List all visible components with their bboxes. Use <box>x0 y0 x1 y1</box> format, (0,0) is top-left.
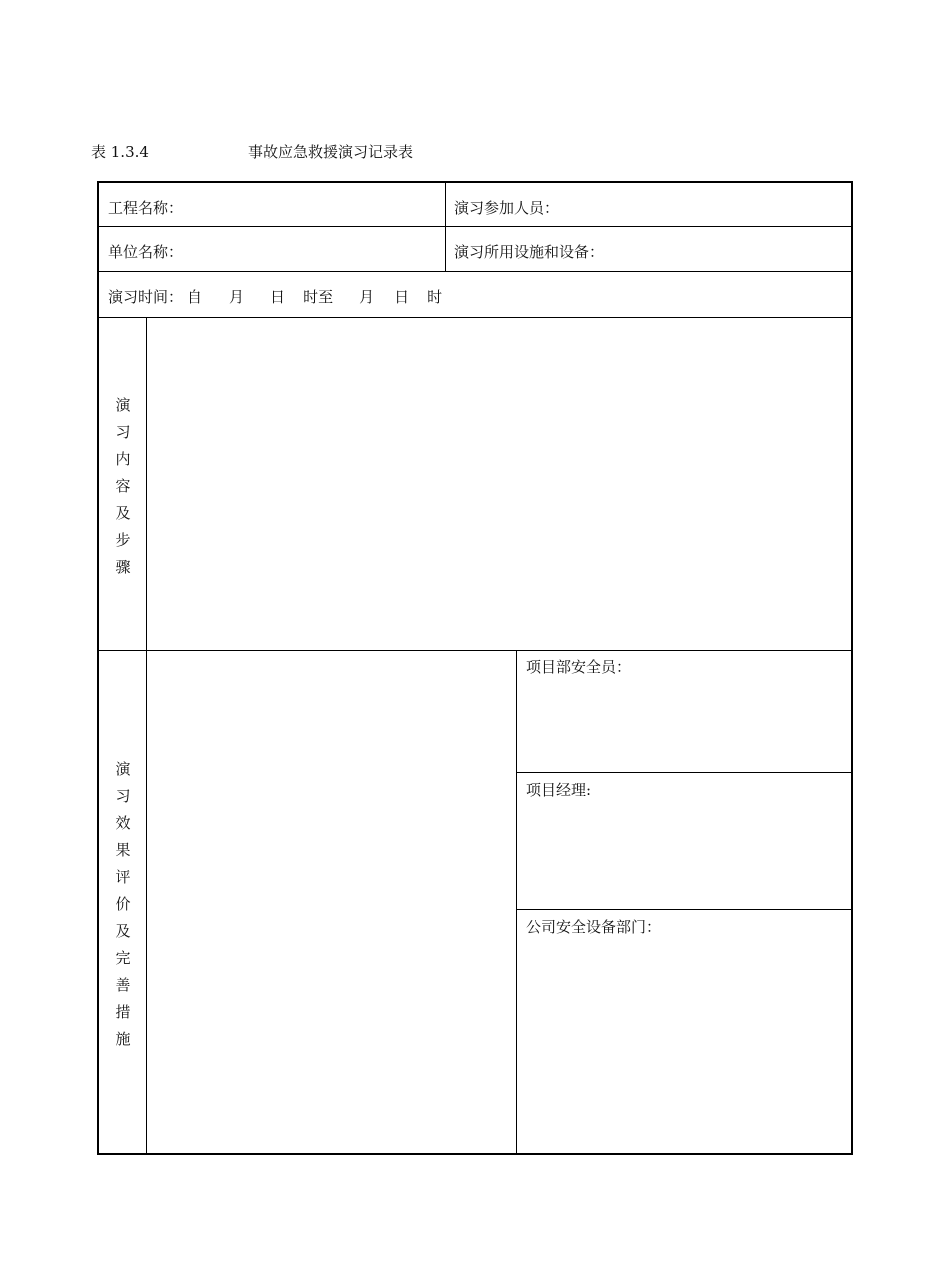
equipment-label: 演习所用设施和设备： <box>454 243 605 261</box>
row-separator <box>99 650 851 651</box>
project-manager-label: 项目经理: <box>526 781 592 799</box>
row-separator <box>99 317 851 318</box>
signature-column-divider <box>516 650 517 1153</box>
evaluation-label: 演 习 效 果 评 价 及 完 善 措 施 <box>115 760 131 1048</box>
signature-separator <box>516 909 851 910</box>
drill-time-hour-to: 时至 <box>303 288 334 306</box>
drill-time-month1: 月 <box>229 288 245 306</box>
form-title: 事故应急救援演习记录表 <box>248 143 414 161</box>
project-name-label: 工程名称： <box>108 199 184 217</box>
safety-officer-label: 项目部安全员： <box>526 658 632 676</box>
company-safety-dept-label: 公司安全设备部门： <box>526 918 662 936</box>
row-divider-vertical <box>445 183 446 271</box>
table-heading <box>91 142 413 162</box>
drill-time-from: 自 <box>187 288 203 306</box>
signature-separator <box>516 772 851 773</box>
drill-time-row <box>108 287 442 307</box>
drill-time-hour2: 时 <box>427 288 443 306</box>
drill-time-day1: 日 <box>270 288 286 306</box>
row-separator <box>99 226 851 227</box>
table-number: 表 1.3.4 <box>91 143 149 161</box>
drill-time-month2: 月 <box>359 288 375 306</box>
participants-label: 演习参加人员： <box>454 199 560 217</box>
drill-content-label: 演 习 内 容 及 步 骤 <box>115 396 131 576</box>
unit-name-label: 单位名称： <box>108 243 184 261</box>
row-separator <box>99 271 851 272</box>
drill-time-label: 演习时间： <box>108 288 184 306</box>
drill-time-day2: 日 <box>394 288 410 306</box>
drill-record-form <box>97 181 853 1155</box>
